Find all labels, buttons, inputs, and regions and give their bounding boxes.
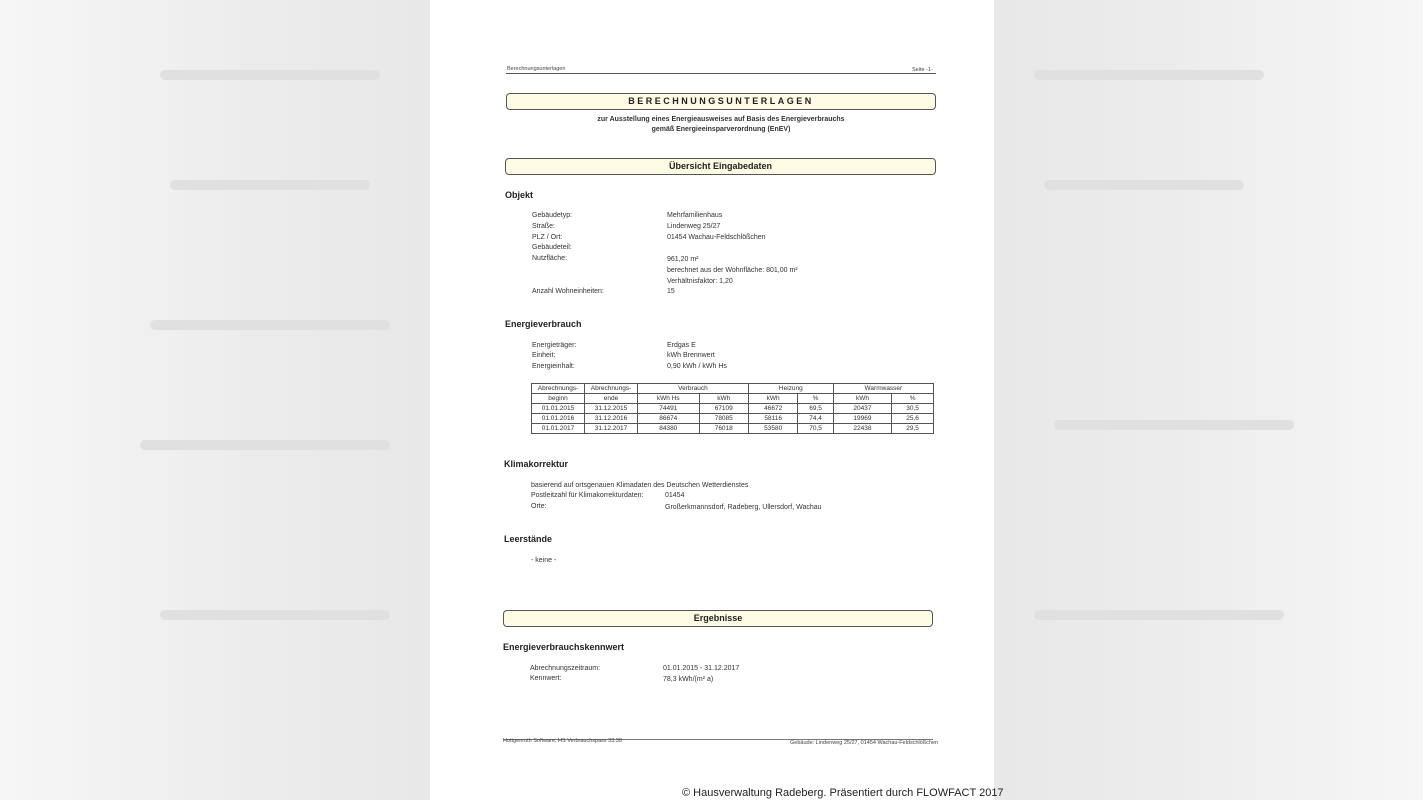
table-cell: 01.01.2016 [532,414,585,424]
subtitle-line-2: gemäß Energieeinsparverordnung (EnEV) [651,126,791,133]
sub-ende: ende [585,394,638,404]
sub-heizung-pct: % [798,394,833,404]
value-klima-plz: 01454 [665,492,685,499]
table-header-row [532,384,934,394]
sub-kwh: kWh [699,394,748,404]
value-kennwert: 78,3 kWh/(m² a) [663,676,714,683]
label-gebaeudeteil: Gebäudeteil: [532,244,572,251]
col-verbrauch: Verbrauch [638,384,749,394]
label-einheit: Einheit: [532,352,556,359]
table-row [532,424,934,434]
col-warmwasser: Warmwasser [833,384,933,394]
blurred-left-background [0,0,430,800]
table-cell: 78085 [699,414,748,424]
table-cell: 20437 [833,404,891,414]
value-energieinhalt: 0,90 kWh / kWh Hs [667,363,727,370]
header-rule [506,73,936,74]
table-cell: 86674 [638,414,700,424]
title-banner: BERECHNUNGSUNTERLAGEN [506,93,936,110]
label-klima-plz: Postleitzahl für Klimakorrekturdaten: [531,492,644,499]
table-cell: 01.01.2017 [532,424,585,434]
table-cell: 67109 [699,404,748,414]
header-left: Berechnungsunterlagen [507,66,566,72]
copyright-notice: © Hausverwaltung Radeberg. Präsentiert durch FLOWFACT 2017 [682,787,1004,799]
table-subheader-row [532,394,934,404]
value-einheit: kWh Brennwert [667,352,715,359]
header-page-number: Seite -1- [912,67,933,73]
table-cell: 74491 [638,404,700,414]
table-cell: 31.12.2017 [585,424,638,434]
col-abrechnungsbeginn: Abrechnungs- [532,384,585,394]
sub-warmwasser-pct: % [892,394,934,404]
overview-banner: Übersicht Eingabedaten [505,158,936,175]
label-kennwert: Kennwert: [530,675,562,682]
value-wohnflaeche: berechnet aus der Wohnfläche: 801,00 m² [667,267,798,274]
value-nutzflaeche: 961,20 m² [667,256,699,263]
leerstaende-heading: Leerstände [504,534,553,544]
table-cell: 25,6 [892,414,934,424]
table-row [532,414,934,424]
table-cell: 30,5 [892,404,934,414]
table-cell: 76018 [699,424,748,434]
value-plz-ort: 01454 Wachau-Feldschlößchen [667,234,766,241]
results-banner: Ergebnisse [503,610,933,627]
sub-beginn: beginn [532,394,585,404]
table-row [532,404,934,414]
consumption-table [531,383,934,434]
kennwert-heading: Energieverbrauchskennwert [503,642,625,652]
value-energietraeger: Erdgas E [667,342,696,349]
value-leerstaende: - keine - [531,557,557,564]
value-abrechnungszeitraum: 01.01.2015 - 31.12.2017 [663,665,740,672]
table-cell: 19969 [833,414,891,424]
footer-right: Gebäude: Lindenweg 25/27, 01454 Wachau-Feldschlößchen [790,740,939,746]
label-energietraeger: Energieträger: [532,342,577,349]
label-gebaeudetyp: Gebäudetyp: [532,212,573,219]
value-verhaeltnisfaktor: Verhältnisfaktor: 1,20 [667,278,733,285]
subtitle-line-1: zur Ausstellung eines Energieausweises auf Basis des Energieverbrauchs [597,116,845,123]
blurred-right-background [994,0,1423,800]
table-cell: 74,4 [798,414,833,424]
label-energieinhalt: Energieinhalt: [532,363,575,370]
table-cell: 01.01.2015 [532,404,585,414]
label-abrechnungszeitraum: Abrechnungszeitraum: [530,665,601,672]
label-orte: Orte: [531,503,547,510]
label-wohneinheiten: Anzahl Wohneinheiten: [532,288,604,295]
document-page [430,0,994,800]
label-nutzflaeche: Nutzfläche: [532,255,568,262]
table-cell: 29,5 [892,424,934,434]
value-gebaeudetyp: Mehrfamilienhaus [667,212,723,219]
value-strasse: Lindenweg 25/27 [667,223,721,230]
klima-description: basierend auf ortsgenauen Klimadaten des Deutschen Wetterdienstes [531,482,749,489]
table-cell: 22438 [833,424,891,434]
energieverbrauch-heading: Energieverbrauch [505,319,582,329]
klima-heading: Klimakorrektur [504,459,569,469]
table-cell: 53580 [748,424,797,434]
sub-kwh-hs: kWh Hs [638,394,700,404]
label-strasse: Straße: [532,223,555,230]
footer-left: Hottgenroth Software, HS Verbrauchspass 33.38 [503,738,622,744]
table-cell: 46672 [748,404,797,414]
objekt-heading: Objekt [505,190,534,200]
table-cell: 31.12.2016 [585,414,638,424]
table-cell: 84380 [638,424,700,434]
table-cell: 58116 [748,414,797,424]
col-abrechnungsende: Abrechnungs- [585,384,638,394]
sub-warmwasser-kwh: kWh [833,394,891,404]
table-cell: 31.12.2015 [585,404,638,414]
value-orte: Großerkmannsdorf, Radeberg, Ullersdorf, Wachau [665,504,822,511]
table-cell: 70,5 [798,424,833,434]
col-heizung: Heizung [748,384,833,394]
value-wohneinheiten: 15 [667,288,675,295]
label-plz-ort: PLZ / Ort: [532,234,563,241]
sub-heizung-kwh: kWh [748,394,797,404]
table-cell: 69,5 [798,404,833,414]
